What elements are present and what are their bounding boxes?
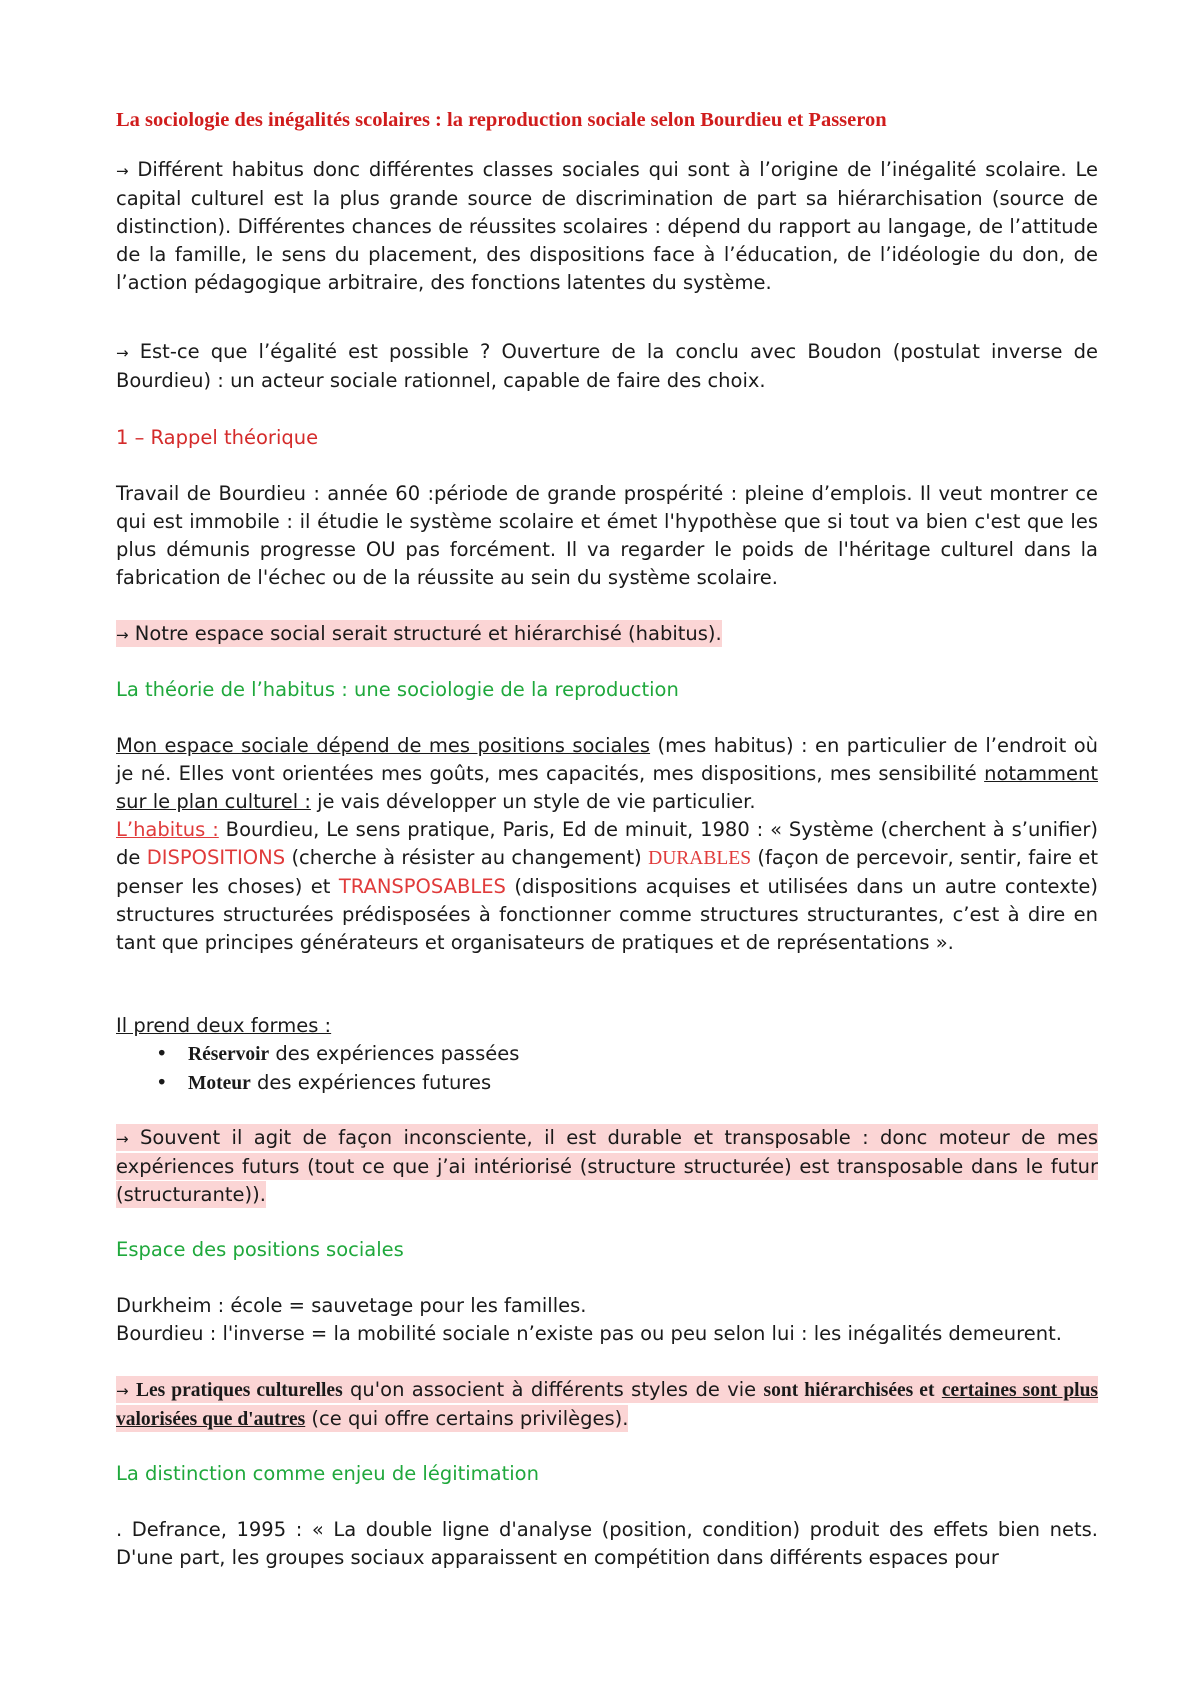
paragraph-text: Bourdieu, Le sens pratique, Paris, Ed de minuit, 1980 : « Système (cherchent à s’unifier) de	[116, 818, 1098, 869]
keyword-dispositions: DISPOSITIONS	[146, 846, 286, 869]
paragraph-text: (mes habitus) : en particulier de l’endroit où je né. Elles vont orientées mes goûts, mes capacités, mes dispositions, mes sensibilité	[116, 734, 1098, 785]
durkheim-line: Durkheim : école = sauvetage pour les familles.	[116, 1294, 587, 1317]
bullet-keyword: Réservoir	[188, 1044, 270, 1065]
underlined-phrase: Mon espace sociale dépend de mes positions sociales	[116, 734, 651, 757]
habitus-label: L’habitus :	[116, 818, 219, 841]
highlight-pratiques-culturelles	[116, 1376, 1098, 1434]
subheading-espace-positions: Espace des positions sociales	[116, 1238, 404, 1261]
section-heading-rappel: 1 – Rappel théorique	[116, 426, 319, 449]
bullet-text: des expériences passées	[269, 1042, 520, 1065]
highlight-text: qu'on associent à différents styles de vie	[342, 1378, 764, 1401]
subheading-distinction: La distinction comme enjeu de légitimation	[116, 1462, 539, 1485]
keyword-transposables: TRANSPOSABLES	[338, 875, 506, 898]
paragraph-deux-formes: Il prend deux formes :	[116, 1014, 332, 1037]
arrow-icon: →	[116, 344, 129, 362]
paragraph-defrance: . Defrance, 1995 : « La double ligne d'analyse (position, condition) produit des effets bien nets. D'une part, les groupes sociaux apparaissent en compétition dans différents espaces pour	[116, 1518, 1098, 1569]
highlight-span	[116, 1124, 1098, 1208]
bourdieu-line: Bourdieu : l'inverse = la mobilité sociale n’existe pas ou peu selon lui : les inégalités demeurent.	[116, 1322, 1062, 1345]
arrow-icon: →	[116, 626, 129, 644]
list-item	[116, 1069, 1098, 1098]
paragraph-text: (cherche à résister au changement)	[285, 846, 649, 869]
paragraph-bourdieu-work: Travail de Bourdieu : année 60 :période de grande prospérité : pleine d’emplois. Il veut montrer ce qui est immobile : il étudie le système scolaire et émet l'hypothèse que si tout va bien c'est que les plus démunis progresse OU pas forcément. Il va regarder le poids de l'héritage culturel dans la fabrication de l'échec ou de la réussite au sein du système scolaire.	[116, 482, 1098, 589]
bullet-icon: •	[156, 1071, 168, 1094]
subheading-habitus: La théorie de l’habitus : une sociologie de la reproduction	[116, 678, 679, 701]
arrow-icon: →	[116, 1130, 129, 1148]
paragraph-text: je vais développer un style de vie particulier.	[310, 790, 756, 813]
paragraph-question-text: Est-ce que l’égalité est possible ? Ouverture de la conclu avec Boudon (postulat inverse de Bourdieu) : un acteur sociale rationnel, capable de faire des choix.	[116, 340, 1098, 392]
highlight-espace-social	[116, 620, 1098, 649]
list-item	[116, 1040, 1098, 1069]
document-title: La sociologie des inégalités scolaires : la reproduction sociale selon Bourdieu et Passeron	[116, 109, 887, 131]
paragraph-habitus-definition	[116, 816, 1098, 957]
paragraph-question	[116, 338, 1098, 395]
bullet-text: des expériences futures	[250, 1071, 492, 1094]
arrow-icon: →	[116, 162, 129, 180]
bold-phrase: Les pratiques culturelles	[135, 1380, 343, 1401]
paragraph-durkheim	[116, 1292, 1098, 1348]
bullet-icon: •	[156, 1042, 168, 1065]
paragraph-text: (dispositions acquises et utilisées dans un autre contexte) structures structurées prédisposées à fonctionner comme structures structurantes, c’est à dire en tant que principes générateurs et organisateurs de pratiques et de représentations ».	[116, 875, 1098, 954]
arrow-icon: →	[116, 1382, 129, 1400]
highlight-text: Notre espace social serait structuré et hiérarchisé (habitus).	[134, 622, 722, 645]
keyword-durables: DURABLES	[648, 848, 752, 869]
paragraph-text: (façon de percevoir, sentir, faire et penser les choses) et	[116, 846, 1099, 898]
paragraph-espace-sociale	[116, 732, 1098, 816]
highlight-span	[116, 1376, 1098, 1432]
bold-phrase: sont hiérarchisées et	[763, 1380, 935, 1401]
paragraph-intro	[116, 156, 1098, 297]
bullet-keyword: Moteur	[188, 1073, 251, 1094]
bullet-list-formes	[116, 1040, 1098, 1098]
highlight-text: Souvent il agit de façon inconsciente, il est durable et transposable : donc moteur de mes expériences futurs (tout ce que j’ai intériorisé (structure structurée) est transposable dans le futur (structurante)).	[116, 1126, 1098, 1206]
paragraph-intro-text: Différent habitus donc différentes classes sociales qui sont à l’origine de l’inégalité scolaire. Le capital culturel est la plus grande source de discrimination de part sa hiérarchisation (source de distinction). Différentes chances de réussites scolaires : dépend du rapport au langage, de l’attitude de la famille, le sens du placement, des dispositions face à l’éducation, de l’idéologie du don, de l’action pédagogique arbitraire, des fonctions latentes du système.	[116, 158, 1098, 294]
highlight-span	[116, 620, 722, 647]
bold-underlined-phrase: certaines sont plus valorisées que d'autres	[116, 1380, 1099, 1430]
highlight-text: (ce qui offre certains privilèges).	[305, 1407, 629, 1430]
underlined-phrase: notamment sur le plan culturel :	[116, 762, 1098, 813]
highlight-inconsciente	[116, 1124, 1098, 1209]
